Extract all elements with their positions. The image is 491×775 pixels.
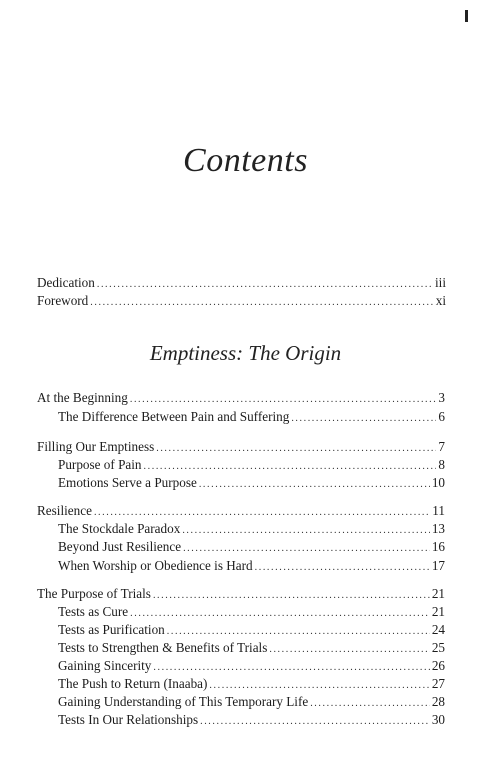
toc-entry-page: 28 <box>431 694 445 709</box>
toc-entry-label: Gaining Sincerity <box>58 658 152 673</box>
toc-entry-purpose-of-trials[interactable] <box>37 585 445 602</box>
toc-entry-label: Beyond Just Resilience <box>58 539 182 554</box>
toc-entry-label: Resilience <box>37 503 92 518</box>
toc-entry-page: 10 <box>431 475 445 490</box>
dot-leader <box>144 458 437 473</box>
toc-entry-page: 8 <box>438 457 445 472</box>
toc-entry-pain-and-suffering[interactable] <box>58 408 445 425</box>
toc-entry-tests-in-relationships[interactable] <box>58 711 445 728</box>
toc-entry-dedication[interactable] <box>37 274 446 291</box>
toc-entry-page: 3 <box>438 390 445 405</box>
toc-entry-page: 7 <box>438 439 445 454</box>
toc-entry-page: 21 <box>431 604 445 619</box>
dot-leader <box>90 294 433 309</box>
toc-entry-label: Filling Our Emptiness <box>37 439 155 454</box>
toc-entry-page: 26 <box>431 658 445 673</box>
toc-entry-resilience[interactable] <box>37 502 445 519</box>
toc-entry-page: 11 <box>432 503 445 518</box>
toc-entry-page: 24 <box>431 622 445 637</box>
dot-leader <box>200 713 430 728</box>
toc-entry-worship-or-obedience[interactable] <box>58 557 445 574</box>
toc-entry-page: 16 <box>431 539 445 554</box>
toc-entry-label: Foreword <box>37 293 89 308</box>
toc-entry-page: 17 <box>431 558 445 573</box>
toc-entry-gaining-sincerity[interactable] <box>58 657 445 674</box>
dot-leader <box>255 559 430 574</box>
toc-entry-label: Tests as Cure <box>58 604 129 619</box>
toc-entry-temporary-life[interactable] <box>58 693 445 710</box>
section-title: Emptiness: The Origin <box>149 341 342 365</box>
toc-entry-page: 27 <box>431 676 445 691</box>
dot-leader <box>167 623 430 638</box>
toc-entry-emotions-serve-a-purpose[interactable] <box>58 474 445 491</box>
toc-entry-purpose-of-pain[interactable] <box>58 456 445 473</box>
toc-entry-beyond-just-resilience[interactable] <box>58 538 445 555</box>
toc-entry-label: At the Beginning <box>37 390 128 405</box>
toc-entry-page: iii <box>435 275 446 290</box>
dot-leader <box>199 476 430 491</box>
toc-entry-page: 6 <box>438 409 445 424</box>
toc-entry-tests-as-cure[interactable] <box>58 603 445 620</box>
dot-leader <box>183 540 430 555</box>
dot-leader <box>156 440 436 455</box>
toc-entry-stockdale-paradox[interactable] <box>58 520 445 537</box>
dot-leader <box>209 677 429 692</box>
toc-entry-label: The Difference Between Pain and Suffering <box>58 409 290 424</box>
toc-entry-label: Dedication <box>37 275 95 290</box>
toc-entry-label: Gaining Understanding of This Temporary Life <box>58 694 309 709</box>
toc-entry-label: Tests as Purification <box>58 622 165 637</box>
dot-leader <box>97 276 433 291</box>
toc-entry-label: Emotions Serve a Purpose <box>58 475 197 490</box>
toc-entry-label: The Purpose of Trials <box>37 586 151 601</box>
toc-entry-page: 21 <box>431 586 445 601</box>
dot-leader <box>153 659 429 674</box>
toc-entry-label: Purpose of Pain <box>58 457 142 472</box>
toc-entry-at-the-beginning[interactable] <box>37 389 445 406</box>
toc-entry-label: The Push to Return (Inaaba) <box>58 676 208 691</box>
toc-entry-page: 25 <box>431 640 445 655</box>
toc-entry-foreword[interactable] <box>37 292 446 309</box>
dot-leader <box>94 504 430 519</box>
toc-entry-page: 13 <box>431 521 445 536</box>
toc-entry-label: Tests to Strengthen & Benefits of Trials <box>58 640 268 655</box>
dot-leader <box>310 695 430 710</box>
toc-entry-push-to-return[interactable] <box>58 675 445 692</box>
toc-entry-label: When Worship or Obedience is Hard <box>58 558 253 573</box>
dot-leader <box>291 410 436 425</box>
dot-leader <box>130 391 437 406</box>
toc-entry-label: Tests In Our Relationships <box>58 712 199 727</box>
toc-entry-filling-our-emptiness[interactable] <box>37 438 445 455</box>
page-title: Contents <box>183 142 308 179</box>
dot-leader <box>182 522 429 537</box>
toc-entry-page: xi <box>435 293 446 308</box>
dot-leader <box>130 605 430 620</box>
toc-entry-page: 30 <box>431 712 445 727</box>
toc-entry-label: The Stockdale Paradox <box>58 521 181 536</box>
toc-entry-tests-as-purification[interactable] <box>58 621 445 638</box>
dot-leader <box>269 641 429 656</box>
dot-leader <box>153 587 430 602</box>
toc-entry-tests-to-strengthen[interactable] <box>58 639 445 656</box>
